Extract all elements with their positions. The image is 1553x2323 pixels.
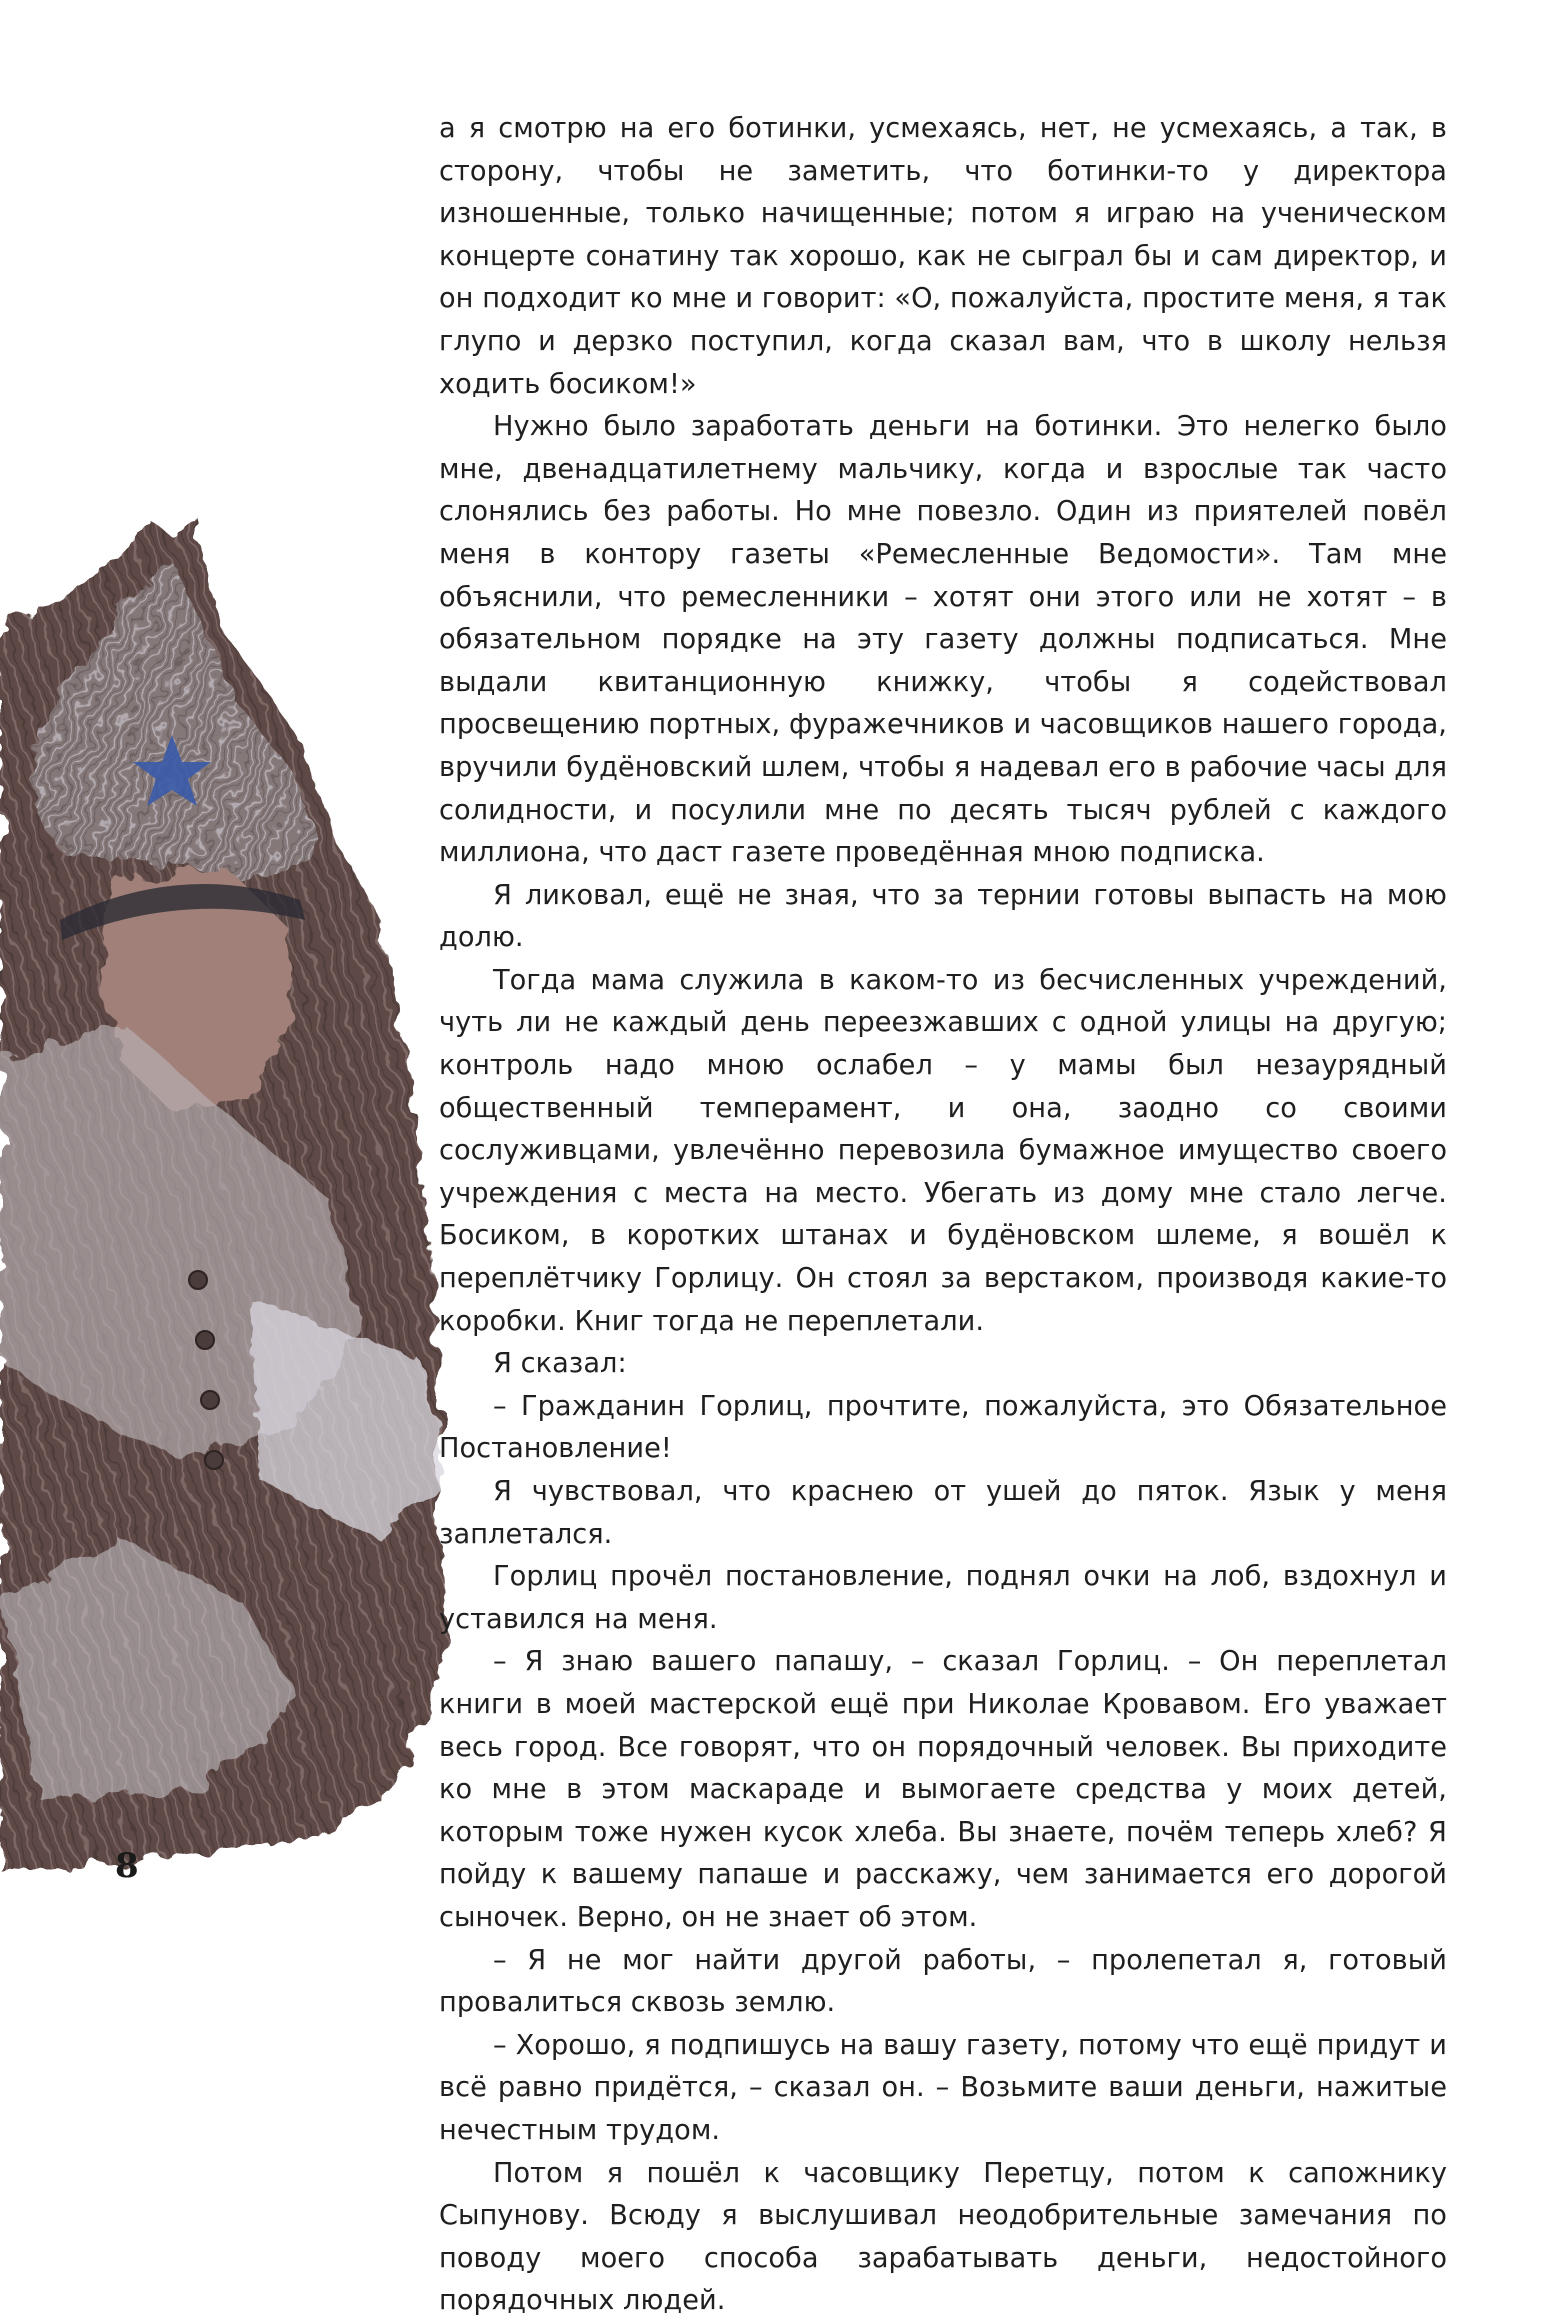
paragraph-6: – Гражданин Горлиц, прочтите, пожалуйста, это Обязательное Постановление!: [439, 1390, 1447, 1465]
paragraph-7: Я чувствовал, что краснею от ушей до пяток. Язык у меня заплетался.: [439, 1476, 1447, 1550]
paragraph-1: а я смотрю на его ботинки, усмехаясь, нет, не усмехаясь, а так, в сторону, чтобы не заметить, что ботинки-то у директора изношенные, только начищенные; потом я играю на ученическом концерте сонатину так хорошо, как не сыграл бы и сам директор, и он подходит ко мне и говорит: «О, пожалуйста, простите меня, я так глупо и дерзко поступил, когда сказал вам, что в школу нельзя ходить босиком!»: [439, 113, 1447, 400]
paragraph-5: Я сказал:: [493, 1348, 627, 1380]
paragraph-8: Горлиц прочёл постановление, поднял очки на лоб, вздохнул и уставился на меня.: [439, 1561, 1447, 1635]
page-number: 8: [115, 1846, 139, 1886]
body-text: [439, 108, 1447, 2323]
paragraph-11: – Хорошо, я подпишусь на вашу газету, потому что ещё придут и всё равно придётся, – сказал он. – Возьмите ваши деньги, нажитые нечестным трудом.: [439, 2029, 1447, 2146]
paragraph-10: – Я не мог найти другой работы, – пролепетал я, готовый провалиться сквозь землю.: [439, 1944, 1447, 2019]
paragraph-9: – Я знаю вашего папашу, – сказал Горлиц. – Он переплетал книги в моей мастерской ещё при Николае Кровавом. Его уважает весь город. Все говорят, что он порядочный человек. Вы приходите ко мне в этом маскараде и вымогаете средства у моих детей, которым тоже нужен кусок хлеба. Вы знаете, почём теперь хлеб? Я пойду к вашему папаше и расскажу, чем занимается его дорогой сыночек. Верно, он не знает об этом.: [439, 1646, 1447, 1933]
illustration-boy-in-budenovka: [0, 500, 470, 1880]
paragraph-12: Потом я пошёл к часовщику Перетцу, потом к сапожнику Сыпунову. Всюду я выслушивал неодобрительные замечания по поводу моего способа зарабатывать деньги, недостойного порядочных людей.: [439, 2157, 1447, 2317]
paragraph-2: Нужно было заработать деньги на ботинки. Это нелегко было мне, двенадцатилетнему мальчику, когда и взрослые так часто слонялись без работы. Но мне повезло. Один из приятелей повёл меня в контору газеты «Ремесленные Ведомости». Там мне объяснили, что ремесленники – хотят они этого или не хотят – в обязательном порядке на эту газету должны подписаться. Мне выдали квитанционную книжку, чтобы я содействовал просвещению портных, фуражечников и часовщиков нашего города, вручили будёновский шлем, чтобы я надевал его в рабочие часы для солидности, и посулили мне по десять тысяч рублей с каждого миллиона, что даст газете проведённая мною подписка.: [439, 411, 1447, 869]
paragraph-4: Тогда мама служила в каком-то из бесчисленных учреждений, чуть ли не каждый день переезжавших с одной улицы на другую; контроль надо мною ослабел – у мамы был незаурядный общественный темперамент, и она, заодно со своими сослуживцами, увлечённо перевозила бумажное имущество своего учреждения с места на место. Убегать из дому мне стало легче. Босиком, в коротких штанах и будёновском шлеме, я вошёл к переплётчику Горлицу. Он стоял за верстаком, производя какие-то коробки. Книг тогда не переплетали.: [439, 964, 1447, 1337]
paragraph-3: Я ликовал, ещё не зная, что за тернии готовы выпасть на мою долю.: [439, 879, 1447, 954]
illustration-body: [0, 510, 450, 1870]
